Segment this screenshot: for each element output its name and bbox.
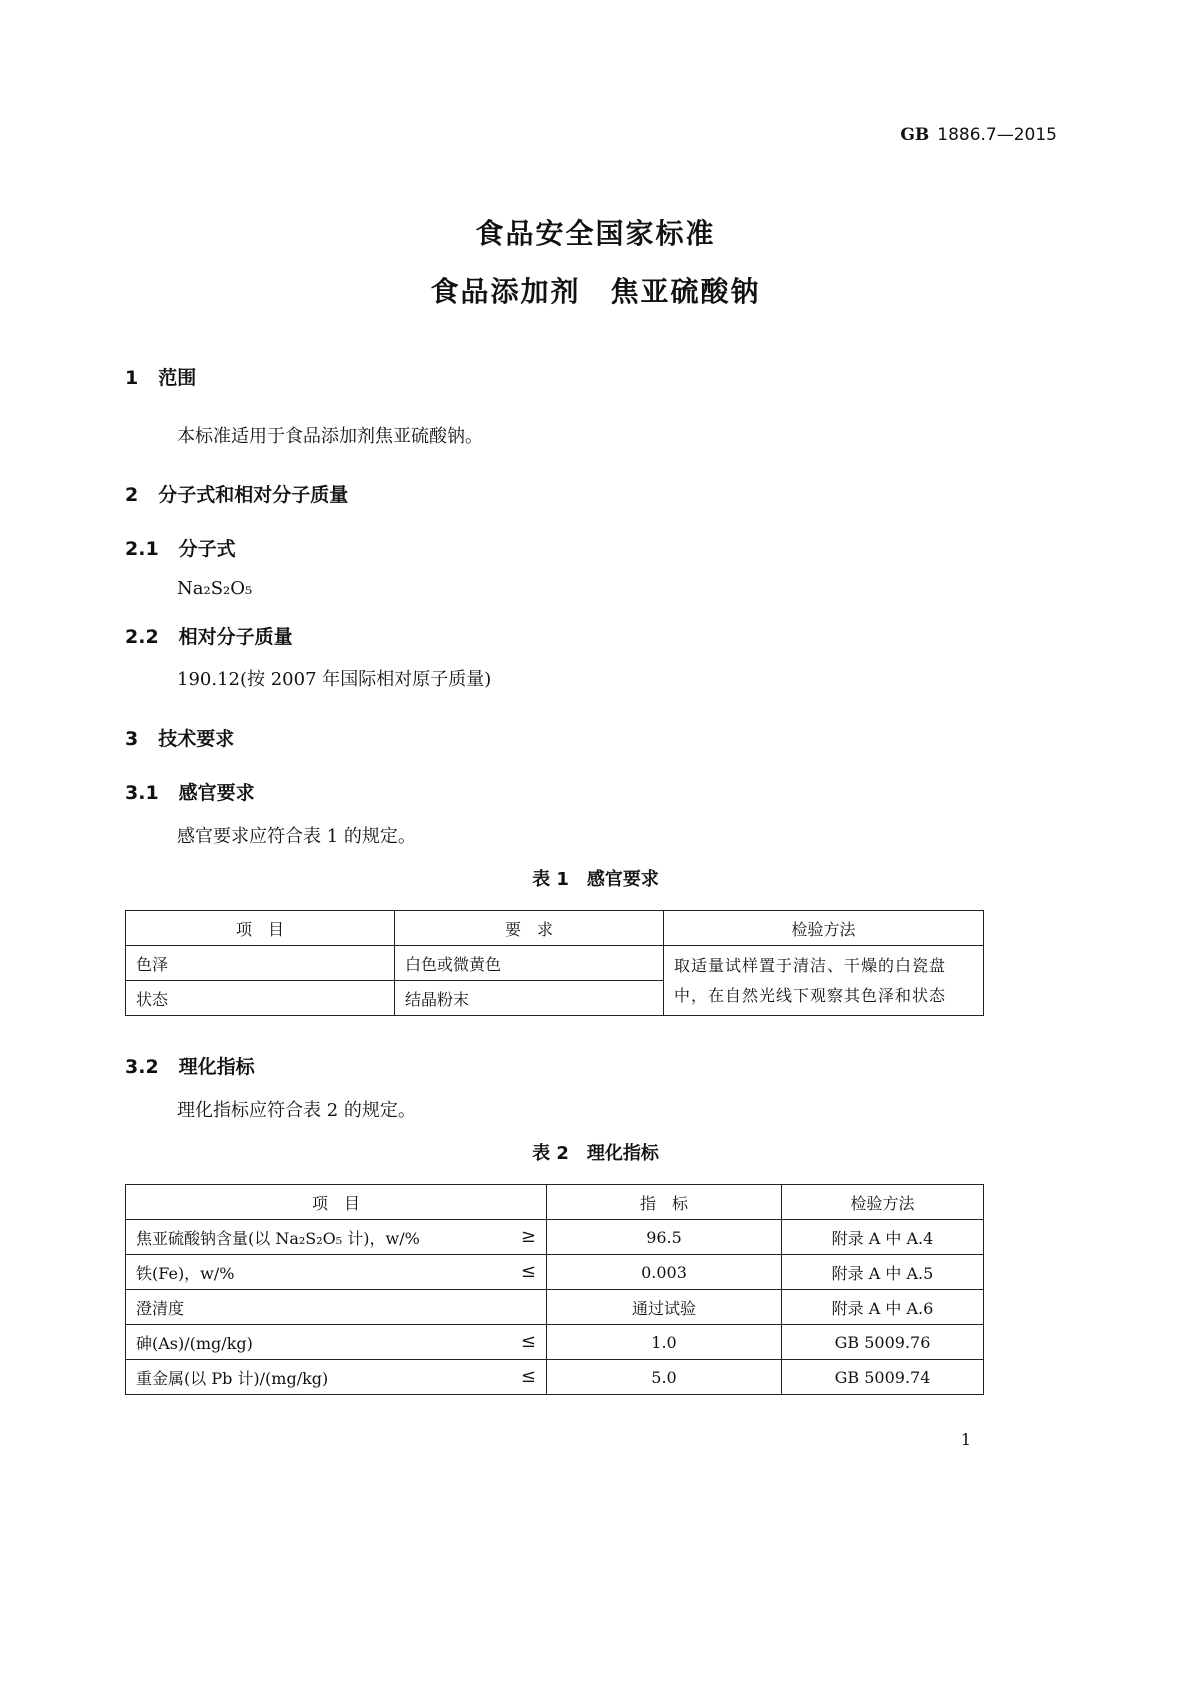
header-indicator: 指 标 [547, 1185, 782, 1220]
header-requirement: 要 求 [395, 911, 664, 946]
cell-item: 焦亚硫酸钠含量(以 Na₂S₂O₅ 计)，w/% ≥ [126, 1220, 547, 1255]
section-title: 分子式 [178, 538, 236, 560]
table-row [126, 1360, 984, 1395]
cell-value: 通过试验 [547, 1290, 782, 1325]
document-title: 食品安全国家标准 [475, 217, 716, 250]
section-2-1-heading [125, 534, 236, 561]
section-title: 感官要求 [178, 782, 255, 804]
table-row [126, 1290, 984, 1325]
section-title: 技术要求 [158, 728, 235, 750]
cell-item: 砷(As)/(mg/kg) ≤ [126, 1325, 547, 1360]
cell-method: GB 5009.74 [782, 1360, 984, 1395]
section-2-heading [125, 480, 348, 507]
table-physicochemical [125, 1184, 984, 1395]
section-number: 3 [125, 728, 139, 750]
table-header-row [126, 1185, 984, 1220]
section-title: 相对分子质量 [178, 626, 293, 648]
section-3-1-text: 感官要求应符合表 1 的规定。 [177, 826, 416, 847]
cell-method: 附录 A 中 A.6 [782, 1290, 984, 1325]
header-method: 检验方法 [664, 911, 984, 946]
section-3-2-text: 理化指标应符合表 2 的规定。 [177, 1100, 416, 1121]
cell-method: 附录 A 中 A.4 [782, 1220, 984, 1255]
section-number: 3.2 [125, 1056, 159, 1078]
cell-item: 澄清度 [126, 1290, 547, 1325]
header-item: 项 目 [126, 1185, 547, 1220]
cell-item: 铁(Fe)，w/% ≤ [126, 1255, 547, 1290]
table-header-row [126, 911, 984, 946]
molecular-mass-text: 190.12(按 2007 年国际相对原子质量) [177, 669, 492, 690]
header-item: 项 目 [126, 911, 395, 946]
cell-item: 色泽 [126, 946, 395, 981]
header-method: 检验方法 [782, 1185, 984, 1220]
cell-value: 5.0 [547, 1360, 782, 1395]
standard-code: 1886.7—2015 [937, 125, 1057, 145]
section-1-heading [125, 363, 196, 390]
section-2-2-heading [125, 622, 293, 649]
cell-requirement: 白色或微黄色 [395, 946, 664, 981]
section-title: 分子式和相对分子质量 [158, 484, 349, 506]
section-number: 1 [125, 367, 139, 389]
section-title: 范围 [158, 367, 197, 389]
cell-value: 1.0 [547, 1325, 782, 1360]
document-subtitle: 食品添加剂 焦亚硫酸钠 [430, 275, 761, 308]
table-row [126, 1220, 984, 1255]
cell-value: 0.003 [547, 1255, 782, 1290]
table-1-caption: 表 1 感官要求 [532, 869, 659, 890]
section-3-1-heading [125, 778, 255, 805]
page-number: 1 [960, 1430, 971, 1449]
standard-number [900, 125, 1057, 145]
molecular-formula: Na₂S₂O₅ [177, 578, 253, 599]
comparison-symbol: ≤ [520, 1330, 536, 1352]
section-number: 2 [125, 484, 139, 506]
section-number: 2.2 [125, 626, 159, 648]
table-row [126, 1325, 984, 1360]
section-3-2-heading [125, 1052, 255, 1079]
cell-method: 取适量试样置于清洁、干燥的白瓷盘中，在自然光线下观察其色泽和状态 [664, 946, 984, 1016]
standard-prefix: GB [900, 125, 930, 145]
comparison-symbol: ≤ [520, 1260, 536, 1282]
section-1-text: 本标准适用于食品添加剂焦亚硫酸钠。 [177, 426, 483, 447]
section-number: 3.1 [125, 782, 159, 804]
cell-item: 重金属(以 Pb 计)/(mg/kg) ≤ [126, 1360, 547, 1395]
cell-item: 状态 [126, 981, 395, 1016]
cell-value: 96.5 [547, 1220, 782, 1255]
section-3-heading [125, 724, 234, 751]
table-row [126, 1255, 984, 1290]
section-title: 理化指标 [178, 1056, 255, 1078]
cell-method: GB 5009.76 [782, 1325, 984, 1360]
table-row [126, 946, 984, 981]
table-sensory [125, 910, 984, 1016]
comparison-symbol: ≥ [520, 1225, 536, 1247]
section-number: 2.1 [125, 538, 159, 560]
table-2-caption: 表 2 理化指标 [532, 1143, 659, 1164]
comparison-symbol: ≤ [520, 1365, 536, 1387]
cell-method: 附录 A 中 A.5 [782, 1255, 984, 1290]
cell-requirement: 结晶粉末 [395, 981, 664, 1016]
